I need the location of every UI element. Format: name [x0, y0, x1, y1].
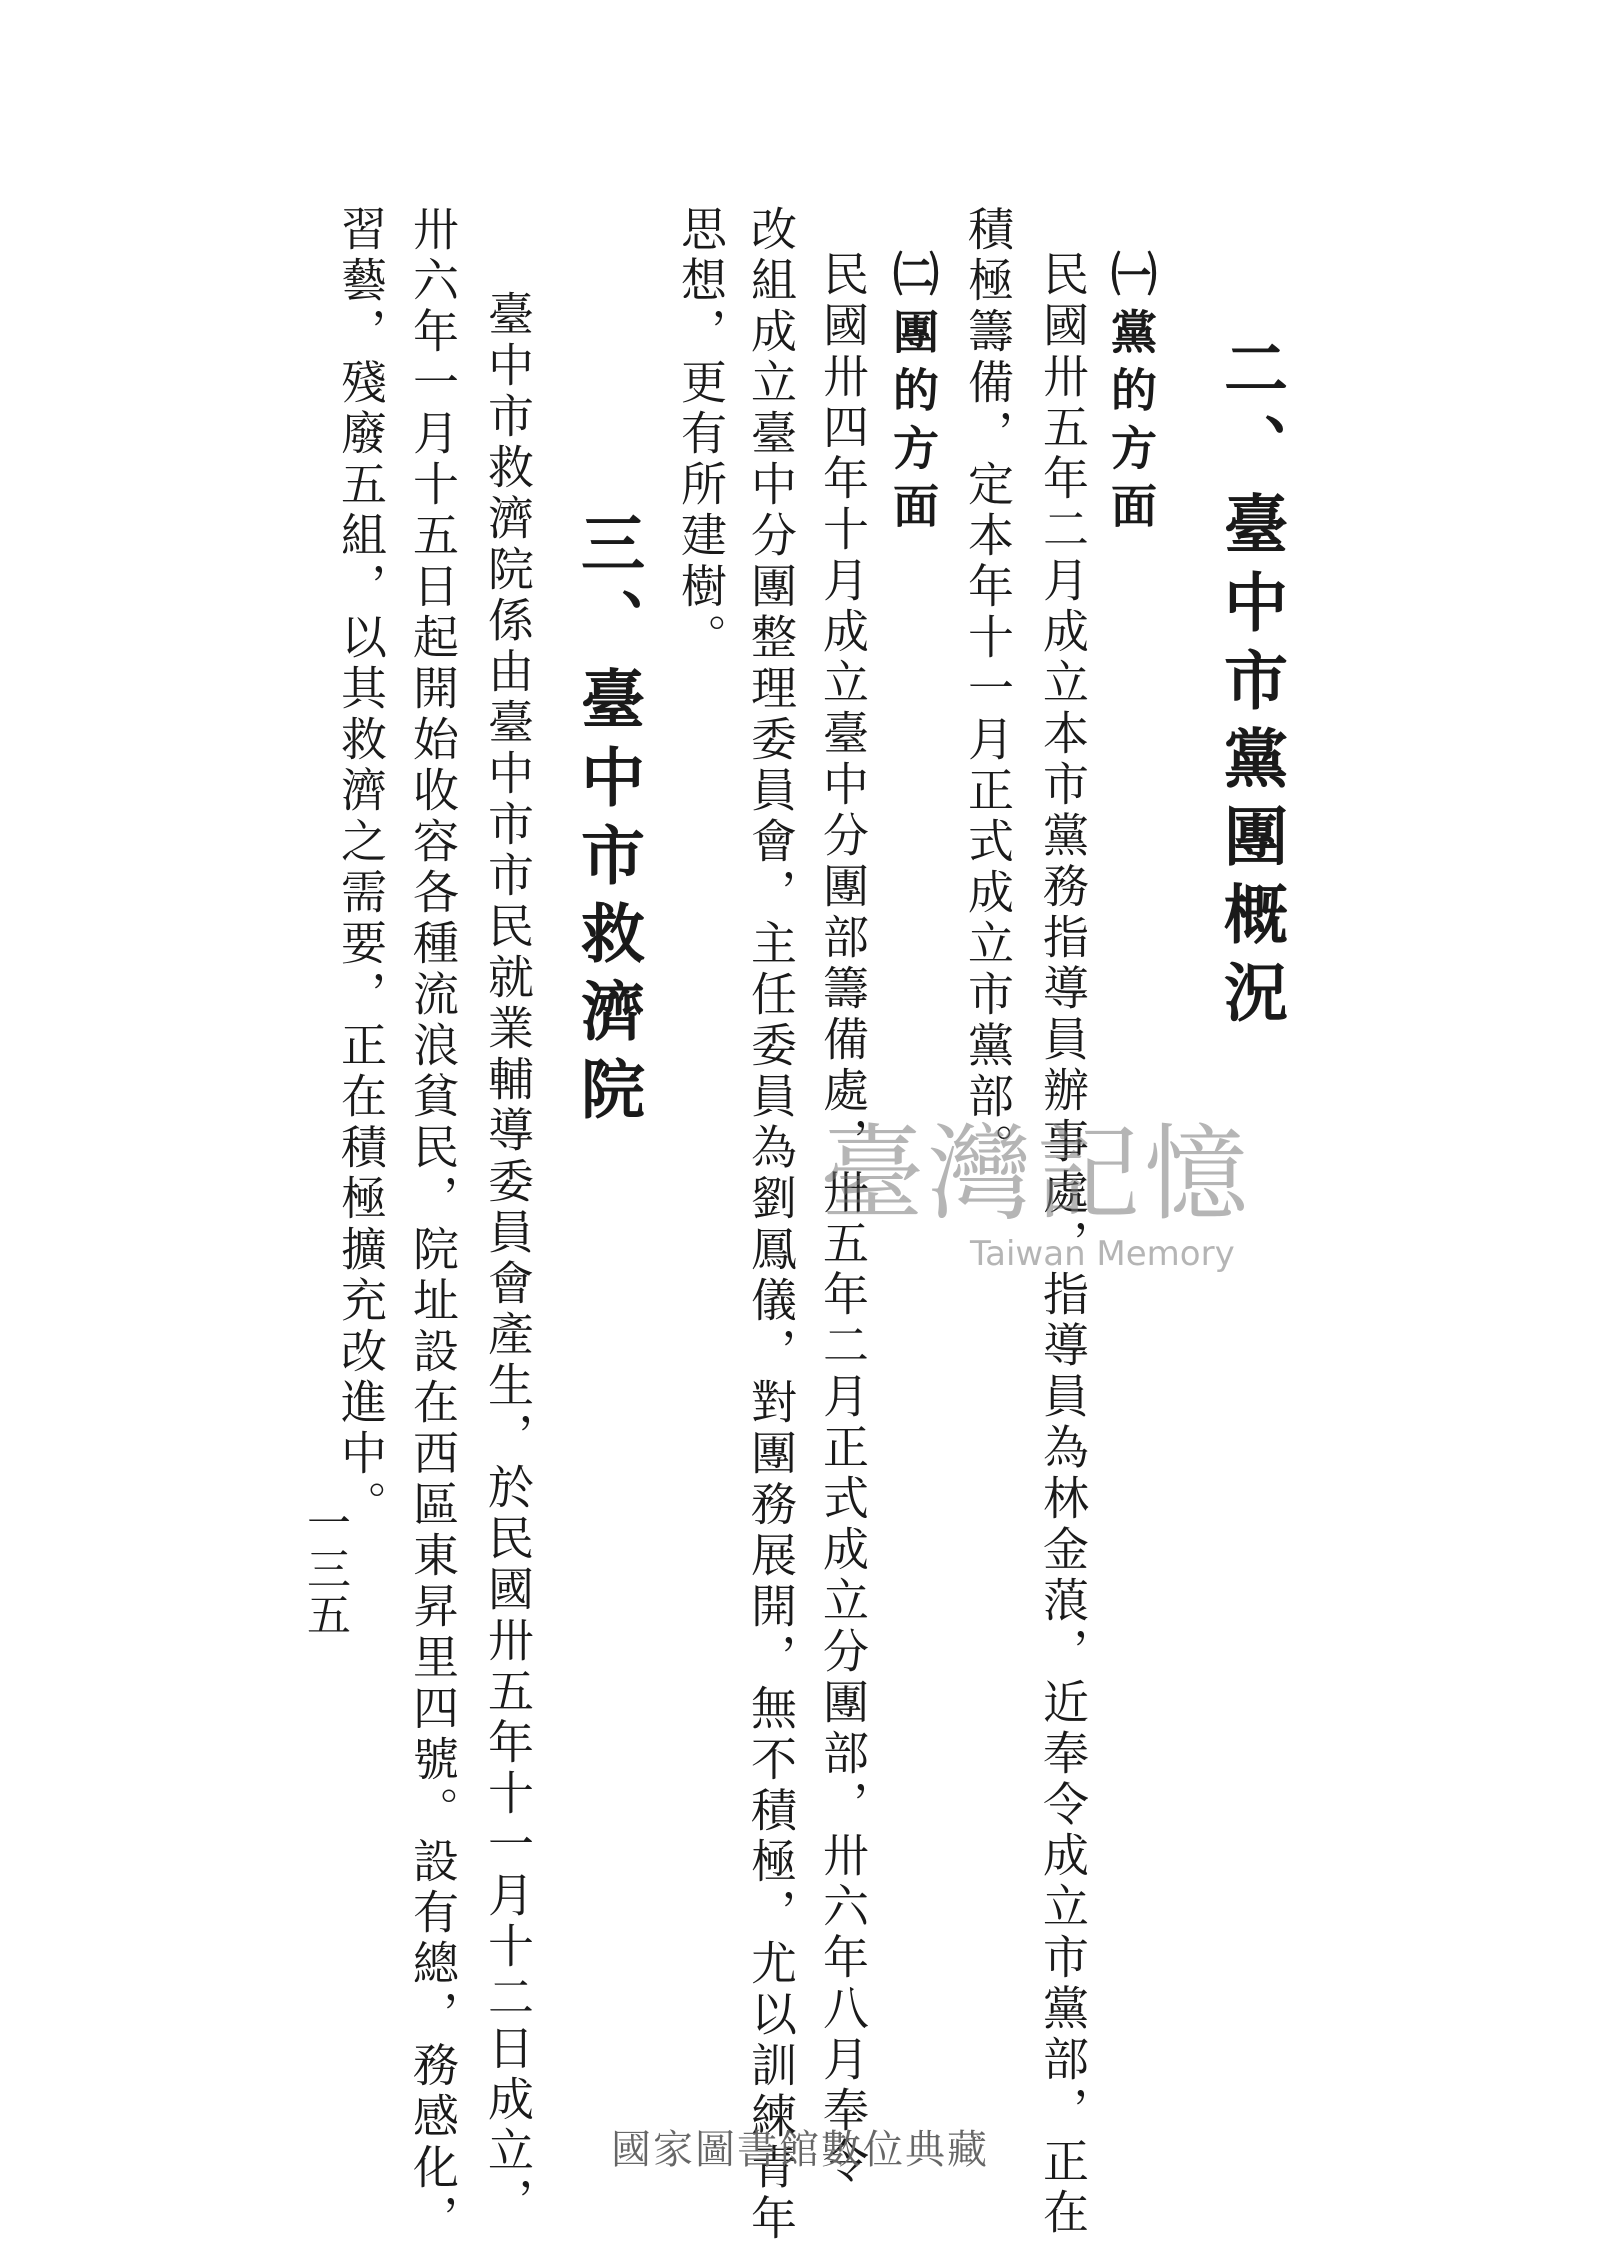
party-subheading: ㈠黨的方面 — [1104, 250, 1158, 540]
watermark-chinese: 臺灣記憶 — [820, 1113, 1253, 1235]
section-3-heading: 三、臺中市救濟院 — [570, 510, 645, 1134]
league-text-line-2: 改組成立臺中分團整理委員會，主任委員為劉鳳儀，對團務展開，無不積極，尤以訓練青年 — [744, 205, 798, 2245]
relief-text-line-2: 卅六年一月十五日起開始收容各種流浪貧民，院址設在西區東昇里四號。設有總，務感化， — [406, 205, 460, 2245]
party-text-line-1: 民國卅五年二月成立本市黨務指導員辦事處，指導員為林金蒗，近奉令成立市黨部，正在 — [1036, 250, 1090, 2239]
page-number: 一三五 — [299, 1500, 350, 1638]
league-text-line-3: 思想，更有所建樹。 — [674, 205, 728, 664]
league-text-line-1: 民國卅四年十月成立臺中分團部籌備處，卅五年二月正式成立分團部，卅六年八月奉令 — [816, 250, 870, 2188]
relief-text-line-1: 臺中市救濟院係由臺中市市民就業輔導委員會產生，於民國卅五年十一月十二日成立， — [481, 290, 535, 2228]
footer-library-credit: 國家圖書館數位典藏 — [611, 2127, 989, 2173]
league-subheading: ㈡團的方面 — [886, 250, 940, 540]
party-text-line-2: 積極籌備，定本年十一月正式成立市黨部。 — [961, 205, 1015, 1174]
relief-text-line-3: 習藝，殘廢五組，以其救濟之需要，正在積極擴充改進中。 — [334, 205, 388, 1531]
section-2-heading: 二、臺中市黨團概況 — [1213, 335, 1288, 1037]
watermark-english: Taiwan Memory — [970, 1234, 1235, 1274]
